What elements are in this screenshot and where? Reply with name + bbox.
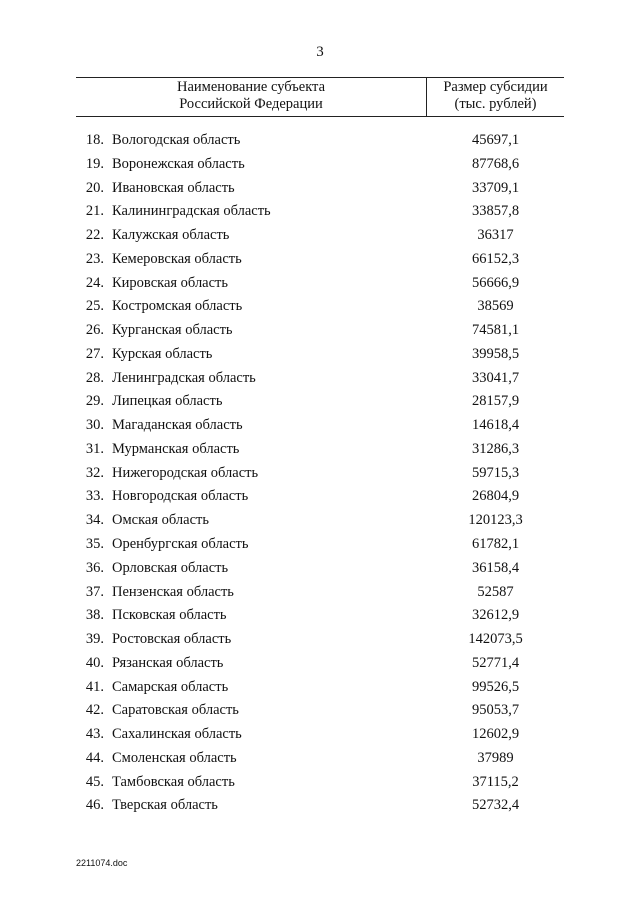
subsidy-amount: 38569 bbox=[477, 298, 514, 315]
subsidy-amount: 52732,4 bbox=[471, 797, 520, 814]
region-name: Тамбовская область bbox=[112, 773, 235, 790]
row-number: 21. bbox=[85, 203, 104, 220]
region-name: Курская область bbox=[112, 345, 213, 362]
table-row bbox=[0, 771, 640, 795]
region-name: Псковская область bbox=[112, 607, 227, 624]
row-number: 46. bbox=[85, 797, 104, 814]
region-name: Нижегородская область bbox=[112, 464, 259, 481]
table-row bbox=[0, 509, 640, 533]
region-name: Смоленская область bbox=[112, 749, 237, 766]
region-name: Ивановская область bbox=[112, 179, 235, 196]
table-row bbox=[0, 129, 640, 153]
region-name: Саратовская область bbox=[112, 702, 239, 719]
subsidy-amount: 120123,3 bbox=[468, 512, 523, 529]
region-name: Вологодская область bbox=[112, 132, 241, 148]
region-name: Воронежская область bbox=[112, 155, 245, 172]
table-row bbox=[0, 414, 640, 438]
region-name: Кировская область bbox=[112, 274, 229, 291]
region-name: Курганская область bbox=[112, 322, 233, 339]
column-header-amount-line1: Размер субсидии bbox=[443, 79, 548, 95]
subsidy-amount: 36317 bbox=[477, 227, 514, 244]
row-number: 38. bbox=[85, 607, 104, 624]
row-number: 32. bbox=[85, 464, 104, 481]
table-row bbox=[0, 794, 640, 818]
table-row bbox=[0, 319, 640, 343]
region-name: Омская область bbox=[112, 512, 209, 529]
row-number: 31. bbox=[85, 440, 104, 457]
subsidy-amount: 52771,4 bbox=[471, 654, 520, 671]
row-number: 43. bbox=[85, 726, 104, 743]
table-row bbox=[0, 676, 640, 700]
subsidy-amount: 66152,3 bbox=[471, 250, 520, 267]
subsidy-amount: 99526,5 bbox=[471, 678, 520, 695]
region-name: Рязанская область bbox=[112, 654, 224, 671]
row-number: 26. bbox=[85, 322, 104, 339]
subsidy-amount: 61782,1 bbox=[471, 536, 520, 553]
region-name: Мурманская область bbox=[112, 440, 240, 457]
region-name: Калужская область bbox=[112, 227, 230, 244]
subsidy-amount: 45697,1 bbox=[471, 132, 520, 148]
row-number: 22. bbox=[85, 227, 104, 244]
subsidy-amount: 87768,6 bbox=[471, 155, 520, 172]
region-name: Калининградская область bbox=[112, 203, 271, 220]
row-number: 34. bbox=[85, 512, 104, 529]
row-number: 44. bbox=[85, 749, 104, 766]
table-row bbox=[0, 485, 640, 509]
region-name: Сахалинская область bbox=[112, 726, 242, 743]
table-row bbox=[0, 177, 640, 201]
region-name: Новгородская область bbox=[112, 488, 249, 505]
table-row bbox=[0, 248, 640, 272]
row-number: 30. bbox=[85, 417, 104, 434]
table-row bbox=[0, 295, 640, 319]
region-name: Оренбургская область bbox=[112, 536, 249, 553]
row-number: 23. bbox=[85, 250, 104, 267]
table-row bbox=[0, 581, 640, 605]
table-row bbox=[0, 533, 640, 557]
column-header-amount-line2: (тыс. рублей) bbox=[454, 96, 537, 112]
table-row bbox=[0, 200, 640, 224]
table-row bbox=[0, 604, 640, 628]
table-row bbox=[0, 699, 640, 723]
table-row bbox=[0, 224, 640, 248]
table-row bbox=[0, 367, 640, 391]
region-name: Самарская область bbox=[112, 678, 229, 695]
region-name: Тверская область bbox=[112, 797, 218, 814]
table-row bbox=[0, 628, 640, 652]
row-number: 29. bbox=[85, 393, 104, 410]
table-header bbox=[76, 77, 564, 117]
table-row bbox=[0, 438, 640, 462]
region-name: Пензенская область bbox=[112, 583, 234, 600]
region-name: Орловская область bbox=[112, 559, 229, 576]
row-number: 27. bbox=[85, 345, 104, 362]
table-row bbox=[0, 723, 640, 747]
subsidy-amount: 95053,7 bbox=[471, 702, 520, 719]
subsidy-amount: 36158,4 bbox=[471, 559, 520, 576]
row-number: 24. bbox=[85, 274, 104, 291]
table-row bbox=[0, 652, 640, 676]
subsidy-amount: 14618,4 bbox=[471, 417, 520, 434]
table-row bbox=[0, 343, 640, 367]
row-number: 19. bbox=[85, 155, 104, 172]
row-number: 25. bbox=[85, 298, 104, 315]
subsidy-amount: 33041,7 bbox=[471, 369, 520, 386]
table-row bbox=[0, 462, 640, 486]
subsidy-amount: 59715,3 bbox=[471, 464, 520, 481]
column-header-name-line1: Наименование субъекта bbox=[176, 79, 326, 95]
row-number: 41. bbox=[85, 678, 104, 695]
row-number: 28. bbox=[85, 369, 104, 386]
region-name: Ростовская область bbox=[112, 631, 232, 648]
table-row bbox=[0, 153, 640, 177]
page-number: 3 bbox=[316, 44, 324, 60]
table-body bbox=[0, 129, 640, 818]
row-number: 20. bbox=[85, 179, 104, 196]
subsidy-amount: 31286,3 bbox=[471, 440, 520, 457]
row-number: 39. bbox=[85, 631, 104, 648]
subsidy-amount: 32612,9 bbox=[471, 607, 520, 624]
region-name: Ленинградская область bbox=[112, 369, 256, 386]
subsidy-amount: 28157,9 bbox=[471, 393, 520, 410]
column-header-name bbox=[76, 79, 426, 113]
subsidy-amount: 52587 bbox=[477, 583, 514, 600]
table-row bbox=[0, 557, 640, 581]
region-name: Липецкая область bbox=[112, 393, 223, 410]
subsidy-amount: 12602,9 bbox=[471, 726, 520, 743]
row-number: 42. bbox=[85, 702, 104, 719]
region-name: Костромская область bbox=[112, 298, 243, 315]
row-number: 18. bbox=[85, 132, 104, 148]
table-row bbox=[0, 272, 640, 296]
subsidy-amount: 142073,5 bbox=[468, 631, 523, 648]
row-number: 37. bbox=[85, 583, 104, 600]
column-header-name-line2: Российской Федерации bbox=[179, 96, 323, 112]
row-number: 35. bbox=[85, 536, 104, 553]
row-number: 33. bbox=[85, 488, 104, 505]
document-code: 2211074.doc bbox=[76, 858, 128, 868]
row-number: 40. bbox=[85, 654, 104, 671]
subsidy-amount: 26804,9 bbox=[471, 488, 520, 505]
subsidy-amount: 37989 bbox=[477, 749, 514, 766]
subsidy-amount: 74581,1 bbox=[471, 322, 520, 339]
subsidy-amount: 56666,9 bbox=[471, 274, 520, 291]
region-name: Магаданская область bbox=[112, 417, 243, 434]
table-row bbox=[0, 390, 640, 414]
subsidy-amount: 33709,1 bbox=[471, 179, 520, 196]
subsidy-amount: 33857,8 bbox=[471, 203, 520, 220]
table-row bbox=[0, 747, 640, 771]
column-header-amount bbox=[427, 79, 564, 113]
subsidy-amount: 39958,5 bbox=[471, 345, 520, 362]
subsidy-amount: 37115,2 bbox=[472, 773, 519, 790]
region-name: Кемеровская область bbox=[112, 250, 242, 267]
row-number: 45. bbox=[85, 773, 104, 790]
row-number: 36. bbox=[85, 559, 104, 576]
